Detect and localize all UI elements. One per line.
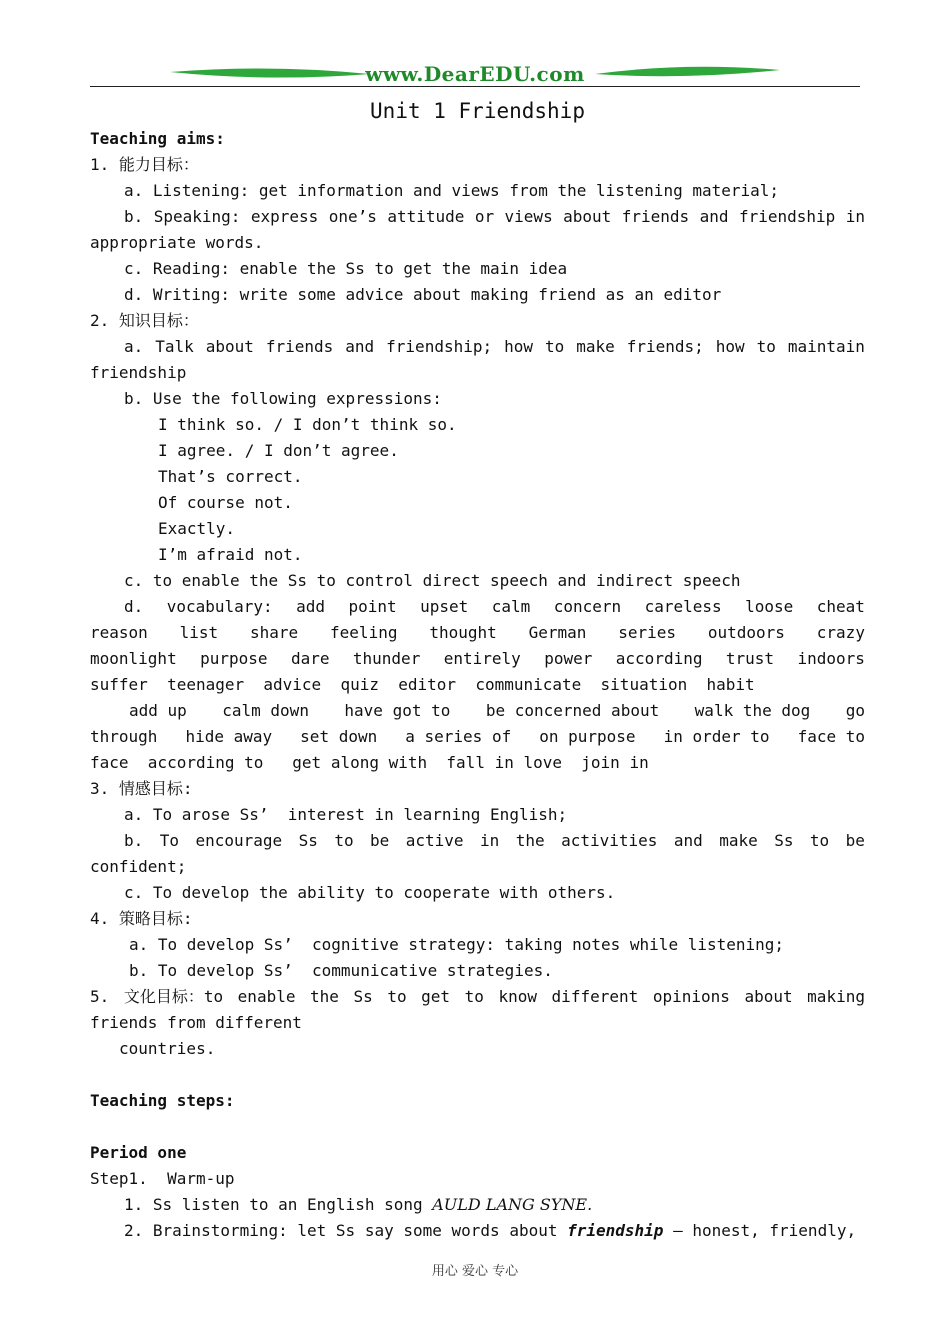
word: to <box>544 337 565 356</box>
word: or <box>474 207 495 226</box>
word: make <box>576 337 615 356</box>
word: thunder <box>352 649 421 668</box>
aim-3a: a. To arose Ss’ interest in learning English; <box>124 805 568 824</box>
word: making <box>807 987 865 1006</box>
word: b. <box>124 207 144 226</box>
word: how <box>504 337 533 356</box>
step-1-heading: Step1. Warm-up <box>90 1169 235 1188</box>
step-1-item-1 <box>124 1195 592 1215</box>
song-title: AULD LANG SYNE. <box>432 1195 593 1214</box>
word: on purpose <box>539 727 636 746</box>
word: careless <box>644 597 722 616</box>
word: hide away <box>185 727 273 746</box>
word: active <box>405 831 464 850</box>
expression-4: Of course not. <box>158 493 293 512</box>
word: friends <box>621 207 690 226</box>
word: to <box>809 831 830 850</box>
word: Ss <box>298 831 318 850</box>
word: series <box>618 623 677 642</box>
word: maintain <box>787 337 865 356</box>
header-rule <box>90 86 860 87</box>
word: a. <box>124 337 144 356</box>
phrase-line-2 <box>90 727 865 747</box>
word: how <box>715 337 745 356</box>
word: activities <box>561 831 658 850</box>
word: to <box>464 987 484 1006</box>
aim-3b-line2: confident; <box>90 857 187 876</box>
word: calm <box>491 597 531 616</box>
aim-4a: a. To develop Ss’ cognitive strategy: taking notes while listening; <box>129 935 785 954</box>
expression-5: Exactly. <box>158 519 236 538</box>
word: about <box>205 337 254 356</box>
vocab-line-1 <box>124 597 865 617</box>
word: in <box>845 207 865 226</box>
aim-1b-line2: appropriate words. <box>90 233 264 252</box>
section-4-heading: 4. 策略目标: <box>90 909 193 928</box>
word: different <box>551 987 639 1006</box>
word: indoors <box>797 649 865 668</box>
aim-1c: c. Reading: enable the Ss to get the main idea <box>124 259 568 278</box>
word: Speaking: <box>153 207 241 226</box>
aim-3c: c. To develop the ability to cooperate with others. <box>124 883 616 902</box>
word: 文化目标：to <box>123 987 224 1006</box>
word: in <box>480 831 500 850</box>
vocab-line-3 <box>90 649 865 669</box>
word: entirely <box>443 649 521 668</box>
document-title: Unit 1 Friendship <box>370 99 585 123</box>
word: get <box>421 987 451 1006</box>
word: reason <box>90 623 148 642</box>
word: 5. <box>90 987 110 1006</box>
word: attitude <box>387 207 465 226</box>
word: friends; <box>626 337 704 356</box>
word: through <box>90 727 158 746</box>
word: trust <box>725 649 775 668</box>
word: set down <box>300 727 378 746</box>
word: To <box>159 831 179 850</box>
word: cheat <box>816 597 865 616</box>
word: encourage <box>195 831 283 850</box>
word: about <box>744 987 793 1006</box>
word: to <box>387 987 407 1006</box>
word: Ss <box>353 987 373 1006</box>
word: add <box>296 597 326 616</box>
page-header <box>90 60 860 90</box>
expression-2: I agree. / I don’t agree. <box>158 441 399 460</box>
page-footer: 用心 爱心 专心 <box>431 1264 519 1279</box>
word: be concerned about <box>485 701 660 720</box>
aim-2b: b. Use the following expressions: <box>124 389 442 408</box>
phrase-line-3: face according to get along with fall in love join in <box>90 753 649 772</box>
aim-3b-line1 <box>124 831 865 851</box>
word: vocabulary: <box>166 597 273 616</box>
word: upset <box>420 597 469 616</box>
word: be <box>370 831 390 850</box>
word: make <box>719 831 758 850</box>
section-5-line2: friends from different <box>90 1013 302 1032</box>
word: d. <box>124 597 144 616</box>
word: to <box>334 831 354 850</box>
word: Talk <box>155 337 194 356</box>
aim-2a-line1 <box>124 337 865 357</box>
vocab-line-4: suffer teenager advice quiz editor communicate situation habit <box>90 675 755 694</box>
word: friends <box>265 337 334 356</box>
word: German <box>528 623 587 642</box>
word: enable <box>237 987 296 1006</box>
period-heading: Period one <box>90 1143 187 1162</box>
word: b. <box>124 831 144 850</box>
aim-1b-line1 <box>124 207 865 227</box>
aim-1a: a. Listening: get information and views from the listening material; <box>124 181 780 200</box>
word: walk the dog <box>694 701 811 720</box>
word: and <box>699 207 729 226</box>
section-5-line3: countries. <box>119 1039 216 1058</box>
word: go <box>845 701 865 720</box>
word: friendship; <box>386 337 493 356</box>
word: point <box>348 597 397 616</box>
expression-6: I’m afraid not. <box>158 545 303 564</box>
teaching-steps-heading: Teaching steps: <box>90 1091 235 1110</box>
word: express <box>250 207 319 226</box>
word: have got to <box>344 701 451 720</box>
word: friendship <box>738 207 836 226</box>
song-prefix: 1. Ss listen to an English song <box>124 1195 433 1214</box>
section-2-heading: 2. 知识目标： <box>90 311 199 330</box>
word: face to <box>797 727 865 746</box>
aim-2a-line2: friendship <box>90 363 187 382</box>
word: add up <box>129 701 187 720</box>
word: concern <box>553 597 622 616</box>
word: share <box>250 623 299 642</box>
word: purpose <box>200 649 268 668</box>
aim-4b: b. To develop Ss’ communicative strategies. <box>129 961 553 980</box>
word: opinions <box>652 987 730 1006</box>
word: and <box>673 831 703 850</box>
vocab-line-2 <box>90 623 865 643</box>
site-logo-text: www.DearEDU.com <box>365 62 585 86</box>
expression-1: I think so. / I don’t think so. <box>158 415 457 434</box>
word: the <box>515 831 545 850</box>
aim-2c: c. to enable the Ss to control direct speech and indirect speech <box>124 571 741 590</box>
phrase-line-1 <box>129 701 865 721</box>
word: power <box>544 649 593 668</box>
word: calm down <box>222 701 309 720</box>
word: feeling <box>330 623 398 642</box>
word: be <box>845 831 865 850</box>
word: loose <box>745 597 794 616</box>
aim-1d: d. Writing: write some advice about making friend as an editor <box>124 285 722 304</box>
word: one’s <box>328 207 377 226</box>
word: Ss <box>774 831 794 850</box>
word: and <box>345 337 375 356</box>
word: about <box>563 207 612 226</box>
word: know <box>498 987 537 1006</box>
word: outdoors <box>707 623 785 642</box>
teaching-aims-heading: Teaching aims: <box>90 129 225 148</box>
section-3-heading: 3. 情感目标: <box>90 779 193 798</box>
brainstorm-prefix: 2. Brainstorming: let Ss say some words about <box>124 1221 568 1240</box>
word: to <box>756 337 776 356</box>
step-1-item-2 <box>124 1221 856 1241</box>
word: a series of <box>405 727 512 746</box>
word: dare <box>290 649 330 668</box>
word: in order to <box>663 727 770 746</box>
word: views <box>504 207 553 226</box>
word: the <box>310 987 339 1006</box>
word: thought <box>429 623 497 642</box>
section-5-line1 <box>90 987 865 1007</box>
word: list <box>179 623 219 642</box>
section-1-heading: 1. 能力目标： <box>90 155 199 174</box>
brainstorm-suffix: – honest, friendly, <box>663 1221 857 1240</box>
word: moonlight <box>90 649 177 668</box>
word: crazy <box>816 623 865 642</box>
expression-3: That’s correct. <box>158 467 303 486</box>
word: according <box>615 649 703 668</box>
brainstorm-keyword: friendship <box>567 1221 664 1240</box>
